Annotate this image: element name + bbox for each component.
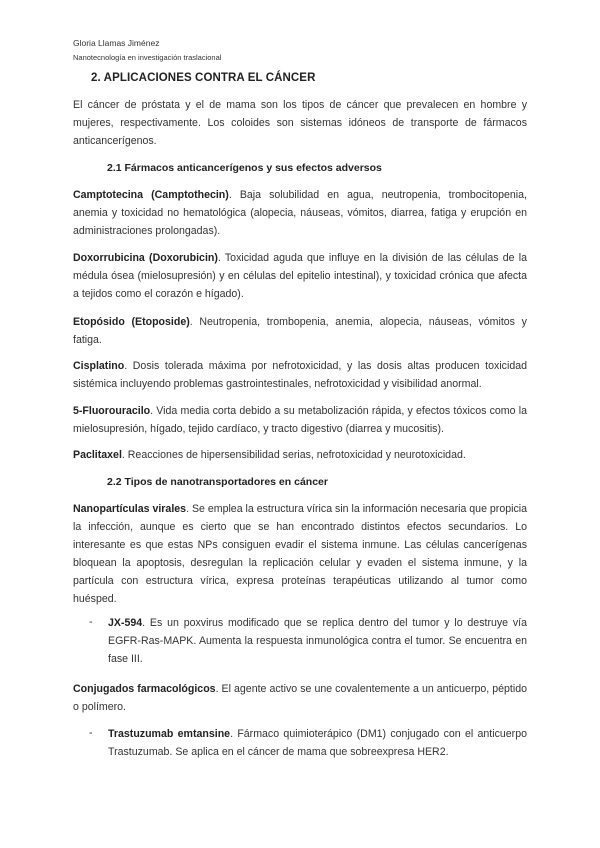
bullet-item-jx594 — [108, 614, 527, 668]
bullet-dash: - — [89, 727, 93, 739]
drug-effects: . Neutropenia, trombopenia, anemia, alopecia, náuseas, vómitos y fatiga. — [73, 316, 527, 346]
drug-paragraph — [73, 357, 527, 393]
subsection-2-title: 2.2 Tipos de nanotransportadores en cáncer — [107, 476, 328, 488]
header-course: Nanotecnología en investigación traslacional — [73, 53, 222, 62]
bullet-text: . Fármaco quimioterápico (DM1) conjugado con el anticuerpo Trastuzumab. Se aplica en el cáncer de mama que sobreexpresa HER2. — [108, 728, 527, 758]
carrier-description: . El agente activo se une covalentemente a un anticuerpo, péptido o polímero. — [73, 683, 528, 713]
drug-name: 5-Fluorouracilo — [73, 405, 151, 417]
viral-nanoparticles-paragraph — [73, 500, 527, 608]
bullet-item-trastuzumab — [108, 725, 527, 761]
drug-paragraph — [73, 186, 527, 240]
drug-paragraph — [73, 313, 527, 349]
drug-paragraph — [73, 446, 527, 464]
subsection-1-title: 2.1 Fármacos anticancerígenos y sus efectos adversos — [107, 162, 382, 174]
carrier-name: Nanopartículas virales — [73, 503, 187, 515]
bullet-name: JX-594 — [108, 617, 143, 629]
drug-name: Doxorrubicina (Doxorubicin) — [73, 252, 218, 264]
drug-name: Camptotecina (Camptothecin) — [73, 189, 229, 201]
drug-effects: . Baja solubilidad en agua, neutropenia, trombocitopenia, anemia y toxicidad no hematológica (alopecia, náuseas, vómitos, diarrea, fatiga y erupción en administraciones prolongadas). — [73, 189, 527, 237]
drug-paragraph — [73, 402, 527, 438]
drug-name: Cisplatino — [73, 360, 125, 372]
drug-effects: . Toxicidad aguda que influye en la división de las células de la médula ósea (mielosupresión) y en células del epitelio intestinal), y toxicidad crónica que afecta a tejidos como el corazón e hígado). — [73, 252, 527, 300]
drug-name: Etopósido (Etoposide) — [73, 316, 190, 328]
section-intro: El cáncer de próstata y el de mama son los tipos de cáncer que prevalecen en hombre y mujeres, respectivamente. Los coloides son sistemas idóneos de transporte de fármacos anticancerígenos. — [73, 99, 527, 147]
drug-paragraph — [73, 249, 527, 303]
carrier-description: . Se emplea la estructura vírica sin la información necesaria que propicia la infección, aunque es cierto que se han encontrado distintos efectos secundarios. Lo interesante es que estas NPs consiguen evadir el sistema inmune. Las células cancerígenas bloquean la apoptosis, desregulan la replicación celular y evaden el sistema inmune, y la partícula con estructura vírica, expresa proteínas terapéuticas utilizando al tumor como huésped. — [73, 503, 527, 605]
header-author: Gloria Llamas Jiménez — [73, 38, 160, 48]
drug-effects: . Vida media corta debido a su metabolización rápida, y efectos tóxicos como la mielosupresión, hígado, tejido cardíaco, y tracto digestivo (diarrea y mucositis). — [73, 405, 527, 435]
drug-conjugates-paragraph — [73, 680, 527, 716]
bullet-text: . Es un poxvirus modificado que se replica dentro del tumor y lo destruye vía EGFR-Ras-MAPK. Aumenta la respuesta inmunológica contra el tumor. Se encuentra en fase III. — [108, 617, 527, 665]
drug-effects: . Reacciones de hipersensibilidad serias, nefrotoxicidad y neurotoxicidad. — [121, 449, 466, 461]
drug-name: Paclitaxel — [73, 449, 122, 461]
bullet-dash: - — [89, 616, 93, 628]
drug-effects: . Dosis tolerada máxima por nefrotoxicidad, y las dosis altas producen toxicidad sistémica incluyendo problemas gastrointestinales, nefrotoxicidad y visibilidad anormal. — [73, 360, 527, 390]
section-title: 2. APLICACIONES CONTRA EL CÁNCER — [91, 72, 316, 84]
bullet-name: Trastuzumab emtansine — [108, 728, 231, 740]
carrier-name: Conjugados farmacológicos — [73, 683, 216, 695]
